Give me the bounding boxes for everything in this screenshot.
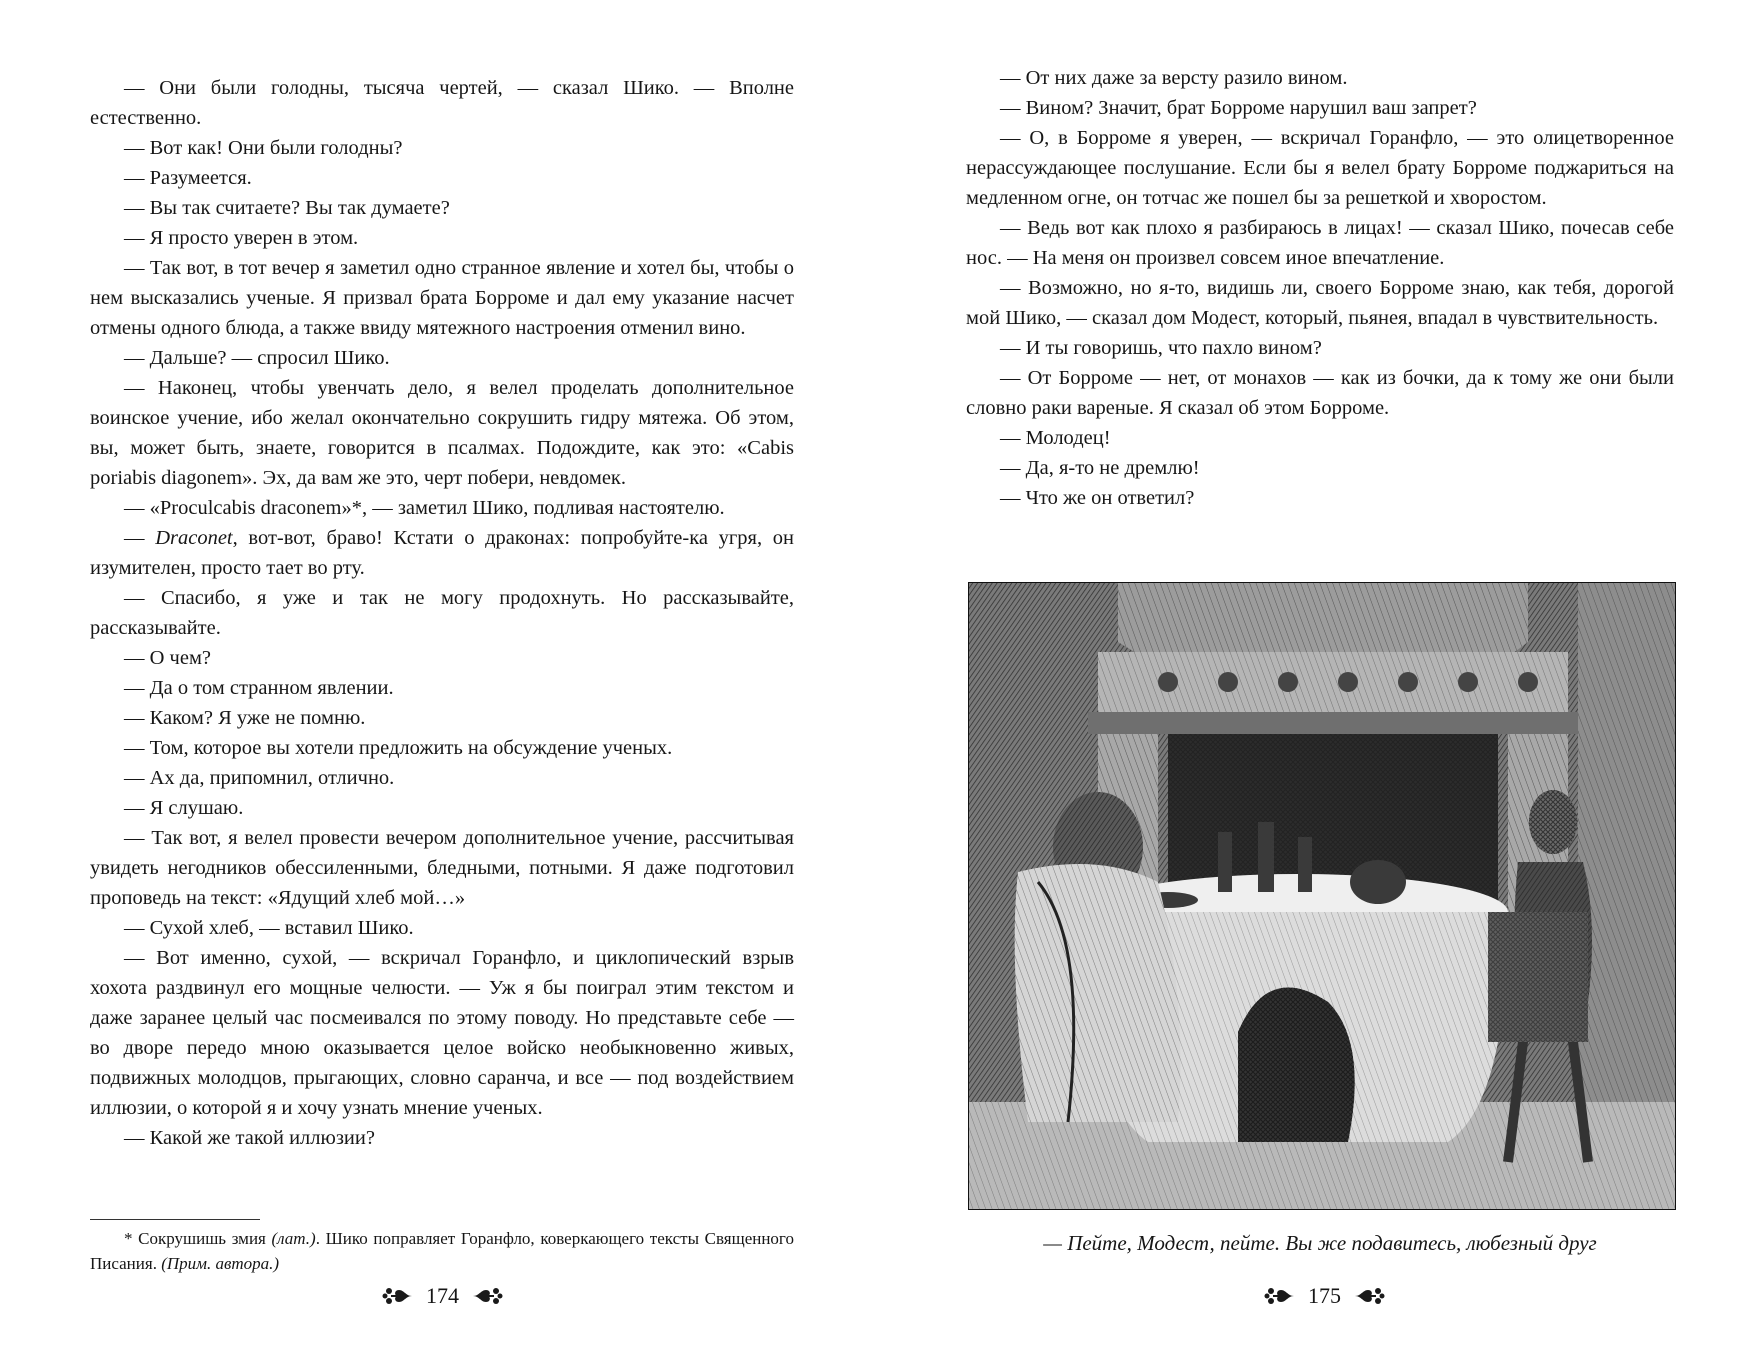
fleuron-right-icon [469, 1282, 503, 1310]
paragraph: — Молодец! [1000, 427, 1111, 449]
paragraph: — Я слушаю. [124, 797, 244, 819]
paragraph: — Том, которое вы хотели предложить на обсуждение ученых. [124, 737, 673, 759]
dash: — [124, 527, 156, 549]
engraving-illustration [968, 582, 1676, 1210]
fleuron-right-icon [1351, 1282, 1385, 1310]
footnote-note: (Прим. автора.) [161, 1254, 280, 1273]
paragraph: — О, в Борроме я уверен, — вскричал Горанфло, — это олицетворенное нерассуждающее послушание. Если бы я велел брату Борроме поджариться на медленном огне, он тотчас же пошел бы за решеткой и хворостом. [966, 127, 1674, 209]
page-number-block [382, 1282, 503, 1310]
footnote-lang: (лат.) [271, 1229, 316, 1248]
left-page-text [90, 73, 794, 1153]
paragraph: — Да о том странном явлении. [124, 677, 394, 699]
page-number: 175 [1308, 1283, 1341, 1308]
paragraph: — Возможно, но я-то, видишь ли, своего Борроме знаю, как тебя, дорогой мой Шико, — сказал дом Модест, который, пьянея, впадал в чувствительность. [966, 277, 1674, 329]
latin-word: Draconet [155, 527, 233, 549]
paragraph: — Спасибо, я уже и так не могу продохнуть. Но рассказывайте, рассказывайте. [90, 587, 794, 639]
right-page-text [966, 63, 1674, 513]
paragraph: — Так вот, я велел провести вечером дополнительное учение, рассчитывая увидеть негодников обессиленными, бледными, потными. Я даже подготовил проповедь на текст: «Ядущий хлеб мой…» [90, 827, 794, 909]
fleuron-left-icon [382, 1282, 416, 1310]
paragraph: — Дальше? — спросил Шико. [124, 347, 390, 369]
paragraph: — Ведь вот как плохо я разбираюсь в лицах! — сказал Шико, почесав себе нос. — На меня он произвел совсем иное впечатление. [966, 217, 1674, 269]
paragraph: — Я просто уверен в этом. [124, 227, 359, 249]
page-number: 174 [426, 1283, 459, 1308]
footnote [90, 1226, 794, 1276]
footnote-divider [90, 1219, 260, 1220]
paragraph: — Так вот, в тот вечер я заметил одно странное явление и хотел бы, чтобы о нем высказались ученые. Я призвал брата Борроме и дал ему указание насчет отмены одного блюда, а также ввиду мятежного настроения отменил вино. [90, 257, 794, 339]
illustration-caption: — Пейте, Модест, пейте. Вы же подавитесь, любезный друг [1043, 1231, 1597, 1255]
footnote-text: . Шико поправляет Горанфло, коверкающего тексты Священного Писания. [90, 1229, 794, 1273]
paragraph: — От них даже за версту разило вином. [1000, 67, 1348, 89]
paragraph: — Вот как! Они были голодны? [124, 137, 403, 159]
paragraph: — Какой же такой иллюзии? [124, 1127, 375, 1149]
right-page [876, 0, 1752, 1350]
paragraph: — Вином? Значит, брат Борроме нарушил ваш запрет? [1000, 97, 1477, 119]
paragraph: — Они были голодны, тысяча чертей, — сказал Шико. — Вполне естественно. [90, 77, 794, 129]
paragraph: — Вот именно, сухой, — вскричал Горанфло, и циклопический взрыв хохота раздвинул его мощные челюсти. — Уж я бы поиграл этим текстом и даже заранее целый час посмеивался по этому поводу. Но представьте себе — во дворе передо мною оказывается целое войско необыкновенно живых, подвижных молодцов, прыгающих, словно саранча, и все — под воздействием иллюзии, о которой я и хочу узнать мнение ученых. [90, 947, 794, 1119]
paragraph: — Да, я-то не дремлю! [1000, 457, 1200, 479]
paragraph: — И ты говоришь, что пахло вином? [1000, 337, 1322, 359]
paragraph: — От Борроме — нет, от монахов — как из бочки, да к тому же они были словно раки вареные. Я сказал об этом Борроме. [966, 367, 1674, 419]
paragraph: — Наконец, чтобы увенчать дело, я велел проделать дополнительное воинское учение, ибо желал окончательно сокрушить гидру мятежа. Об этом, вы, может быть, знаете, говорится в псалмах. Подождите, как это: «Cabis poriabis diagonem». Эх, да вам же это, черт побери, невдомек. [90, 377, 794, 489]
paragraph-draconem [90, 523, 794, 583]
paragraph: — «Proculcabis draconem»*, — заметил Шико, подливая настоятелю. [124, 497, 725, 519]
page-number-block [1264, 1282, 1385, 1310]
paragraph: — Каком? Я уже не помню. [124, 707, 366, 729]
paragraph: — Разумеется. [124, 167, 252, 189]
paragraph-rest: , вот-вот, браво! Кстати о драконах: попробуйте-ка угря, он изумителен, просто тает во рту. [90, 527, 794, 579]
feast-engraving-icon [968, 582, 1676, 1210]
fleuron-left-icon [1264, 1282, 1298, 1310]
paragraph: — Вы так считаете? Вы так думаете? [124, 197, 450, 219]
paragraph: — Сухой хлеб, — вставил Шико. [124, 917, 414, 939]
paragraph: — Ах да, припомнил, отлично. [124, 767, 395, 789]
paragraph: — О чем? [124, 647, 212, 669]
footnote-lead: * Сокрушишь змия [124, 1229, 272, 1248]
paragraph: — Что же он ответил? [1000, 487, 1195, 509]
